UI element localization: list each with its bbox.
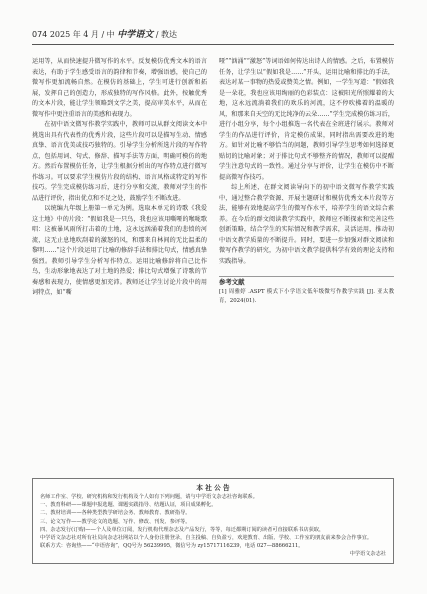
issue-date: 2025 年 4 月 / 中 xyxy=(49,30,115,39)
page-number: 074 xyxy=(32,30,48,39)
body-paragraph: 运用等，从而快速提升微写作的水平。反复模仿优秀文本的语言表达，有助于学生感受语言的韵律和节奏，增强语感，使自己的微写作更加流畅自然。在模仿的基础上，学生可进行创新和拓展，发挥自己的创造力，形成独特的写作风格。此外，按触优秀的文本片段，能让学生领略到文学之美，提高审美水平，从而在微写作中更注重语言的美感和表现力。 xyxy=(32,58,207,118)
notice-line: 名师工作室、学校、研究机构和发行机构及个人如有下列问题，请与中学语文杂志社咨询联系。 xyxy=(40,494,258,500)
notice-line: 四、杂志发行(订购)——个人及单位订阅，发行机构代理杂志及产品发行，等等，每迁都期订阅的读者可直接联系书店获取， xyxy=(40,526,325,533)
body-paragraph: 综上所述，在群文阅读导向下的初中语文微写作教学实践中，通过整合教学资源、开展主题研讨和模仿优秀文本片段等方法，能够有效地提高学生的微写作水平，培养学生的语文综合素养。在今后的群文阅读教学实践中，教师应不断探索和完善这些创新策略，结合学生的实际情况和教学需求，灵活运用，推动初中语文教学质量的不断提升。同时，要进一步加强对群文阅读和微写作教学的研究，为初中语文教学提供科学有效的理论支持和实践指导。 xyxy=(219,184,394,265)
page-header xyxy=(32,27,394,43)
notice-signature: 中学语文杂志社 xyxy=(349,551,386,558)
body-paragraph: 在初中语文微写作教学实践中，教师可以从群文阅读文本中挑选出具有代表性的优秀片段，这些片段可以是描写生动、情感真挚、语言优美或技巧独特的。引导学生分析所选片段的写作特点，包括用词、句式、修辞、描写手法等方面，明确可模仿的地方。然后布置模仿任务，让学生根据分析出的写作特点进行微写作练习。可以要求学生模仿片段的结构、语言风格或特定的写作技巧。学生完成模仿练习后，进行分享和交流，教师对学生的作品进行评价，指出优点和不足之处，鼓励学生不断改进。 xyxy=(32,121,207,202)
notice-line: 一、教育科研——课题申报选题、课题实践指导、结题认证，项目成果孵化。 xyxy=(40,502,217,509)
body-paragraph: 以统编九年级上册第一单元为例。选取本单元的诗歌《我爱这土地》中的片段：“假如我是一只鸟，我也应该用嘶哑的喉咙歌唱：这被暴风雨所打击着的土地，这永远汹涌着我们的悲愤的河流，这无止息地吹刮着的激怒的风，和那来自林间的无比温柔的黎明……”这个片段运用了比喻的修辞手法和排比句式，情感真挚强烈。教师引导学生分析写作特点。运用比喻修辞将自己比作鸟，生动形象地表达了对土地的热爱；排比句式增强了诗歌的节奏感和表现力，使情感更加充沛。教师还让学生讨论片段中的用词特点，如“嘶 xyxy=(32,205,207,296)
section-name: / 教达 xyxy=(155,30,178,39)
right-column xyxy=(219,57,394,306)
journal-logo: 中学语文 xyxy=(117,30,154,40)
body-paragraph: 哑”“汹涌”“激怒”等词语如何传达出诗人的情感。之后，布置模仿任务，让学生以“假如我是……”开头，运用比喻和排比的手法，表达对某一事物的热爱或赞美之情。例如，一学生写道：“假如我是一朵花，我也应该用绚丽的色彩装点：这被阳光所照耀着的大地，这永远流淌着我们的欢乐的河流，这不停吹拂着的温暖的风，和那来自天空的无比纯净的云朵……”学生完成模仿练习后，进行小组分享，每个小组推选一名代表在全班进行展示。教师对学生的作品进行评价，肯定模仿成果，同时指出需要改进的地方。如针对比喻不够恰当的问题，教师引导学生思考如何选择更贴切的比喻对象；对于排比句式不够整齐的情况，教师可以提醒学生注意句式的一致性。通过分享与评价，让学生在模仿中不断提高微写作技巧。 xyxy=(219,58,394,181)
publisher-notice-box xyxy=(32,478,394,564)
notice-line: 中学语文杂志社对所有社员向杂志社网站以个人身份注册登录，自主投稿、自负盈亏，欢迎教育、出版、学校、工作室的朋友前来参会合作事宜。 xyxy=(40,535,373,542)
notice-line: 联系方式：咨询热——“中语咨询”，QQ号为 56239995，微信号为 zy15717116239，电话 027—88666211。 xyxy=(40,543,304,550)
notice-line: 二、教材培训——各种类型教学研培会务、教师教育、教研指导。 xyxy=(40,510,191,517)
notice-title: 本 社 公 告 xyxy=(196,484,230,492)
left-column xyxy=(32,57,207,299)
header-divider xyxy=(32,44,394,45)
references-title: 参考文献 xyxy=(219,278,245,286)
notice-line: 三、论文写作——教学论文的选题、写作、修改、刊发、参评等。 xyxy=(40,518,191,525)
reference-item: [1] 周雅婷 .ASPT 模式下小学语文低年级微写作教学实践 [J]. 亚太教育，2024(01). xyxy=(219,288,394,304)
